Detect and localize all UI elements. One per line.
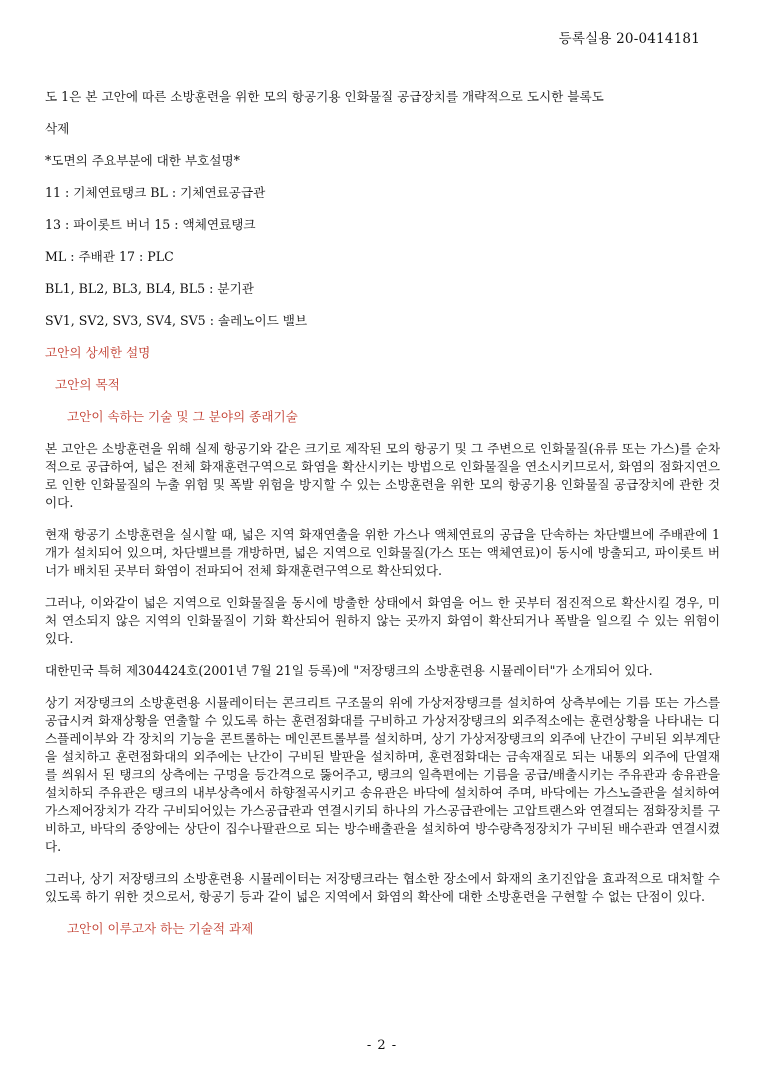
registration-number: 등록실용 20-0414181 xyxy=(558,31,700,47)
body-paragraph: 본 고안은 소방훈련을 위해 실제 항공기와 같은 크기로 제작된 모의 항공기 및 그 주변으로 인화물질(유류 또는 가스)를 순차적으로 공급하여, 넓은 전체 화재훈련구역으로 화염을 확산시키는 방법으로 인화물질을 연소시키므로서, 화염의 점화지연으로 인한 인화물질의 누출 위험 및 폭발 위험을 방지할 수 있는 소방훈련을 위한 모의 항공기용 인화물질 공급장치에 관한 것이다. xyxy=(45,441,720,510)
reference-line: ML : 주배관 17 : PLC xyxy=(45,249,174,264)
figure-description: 도 1은 본 고안에 따른 소방훈련을 위한 모의 항공기용 인화물질 공급장치를 개략적으로 도시한 블록도 xyxy=(45,89,604,104)
body-paragraph: 그러나, 이와같이 넓은 지역으로 인화물질을 동시에 방출한 상태에서 화염을 어느 한 곳부터 점진적으로 확산시킬 경우, 미처 연소되지 않은 지역의 인화물질이 기화 확산되어 원하지 않는 곳까지 화염이 확산되거나 폭발을 일으킬 수 있는 위험이 있다. xyxy=(45,595,720,646)
body-paragraph: 그러나, 상기 저장탱크의 소방훈련용 시뮬레이터는 저장탱크라는 협소한 장소에서 화재의 초기진압을 효과적으로 대처할 수 있도록 하기 위한 것으로서, 항공기 등과 같이 넓은 지역에서 화염의 확산에 대한 소방훈련을 구현할 수 없는 단점이 있다. xyxy=(45,871,720,904)
section-heading-problem: 고안이 이루고자 하는 기술적 과제 xyxy=(67,921,254,936)
section-heading-detail: 고안의 상세한 설명 xyxy=(45,345,151,360)
body-paragraph: 상기 저장탱크의 소방훈련용 시뮬레이터는 콘크리트 구조물의 위에 가상저장탱크를 설치하여 상측부에는 기름 또는 가스를 공급시켜 화재상황을 연출할 수 있도록 하는 훈련점화대를 구비하고 가상저장탱크의 외주적소에는 훈련상황을 나타내는 디스플레이부와 각 장치의 기능을 콘트롤하는 메인콘트롤부를 설치하며, 상기 가상저장탱크의 외주에 난간이 구비된 외부계단을 설치하고 훈련점화대의 외주에는 난간이 구비된 발판을 설치하며, 훈련점화대는 금속재질로 되는 내통의 외주에 단열재를 씌워서 된 탱크의 상측에는 구멍을 등간격으로 뚫어주고, 탱크의 일측편에는 기름을 공급/배출시키는 주유관과 송유관을 설치하되 주유관은 탱크의 내부상측에서 하향절곡시키고 송유관은 바닥에 설치하여 주며, 바닥에는 가스노즐관을 설치하여 가스제어장치가 각각 구비되어있는 가스공급관과 연결시키되 하나의 가스공급관에는 고압트랜스와 연결되는 점화장치를 구비하고, 바닥의 중앙에는 상단이 집수나팔관으로 되는 방수배출관을 설치하여 방수량측정장치가 구비된 배수관과 연결시켰다. xyxy=(45,695,720,854)
section-heading-prior-art: 고안이 속하는 기술 및 그 분야의 종래기술 xyxy=(67,409,298,424)
reference-line: 13 : 파이롯트 버너 15 : 액체연료탱크 xyxy=(45,217,256,232)
reference-line: 11 : 기체연료탱크 BL : 기체연료공급관 xyxy=(45,185,266,200)
reference-line: SV1, SV2, SV3, SV4, SV5 : 솔레노이드 밸브 xyxy=(45,313,308,328)
reference-heading: *도면의 주요부분에 대한 부호설명* xyxy=(45,153,240,168)
deleted-note: 삭제 xyxy=(45,121,70,136)
page-number: - 2 - xyxy=(366,1038,398,1053)
body-paragraph: 대한민국 특허 제304424호(2001년 7월 21일 등록)에 "저장탱크의 소방훈련용 시뮬레이터"가 소개되어 있다. xyxy=(45,663,653,678)
section-heading-purpose: 고안의 목적 xyxy=(55,377,120,392)
body-paragraph: 현재 항공기 소방훈련을 실시할 때, 넓은 지역 화재연출을 위한 가스나 액체연료의 공급을 단속하는 차단밸브에 주배관에 1개가 설치되어 있으며, 차단밸브를 개방하면, 넓은 지역으로 인화물질(가스 또는 액체연료)이 동시에 방출되고, 파이롯트 버너가 배치된 곳부터 화염이 전파되어 전체 화재훈련구역으로 확산되었다. xyxy=(45,527,720,578)
reference-line: BL1, BL2, BL3, BL4, BL5 : 분기관 xyxy=(45,281,254,296)
document-body xyxy=(45,88,720,952)
